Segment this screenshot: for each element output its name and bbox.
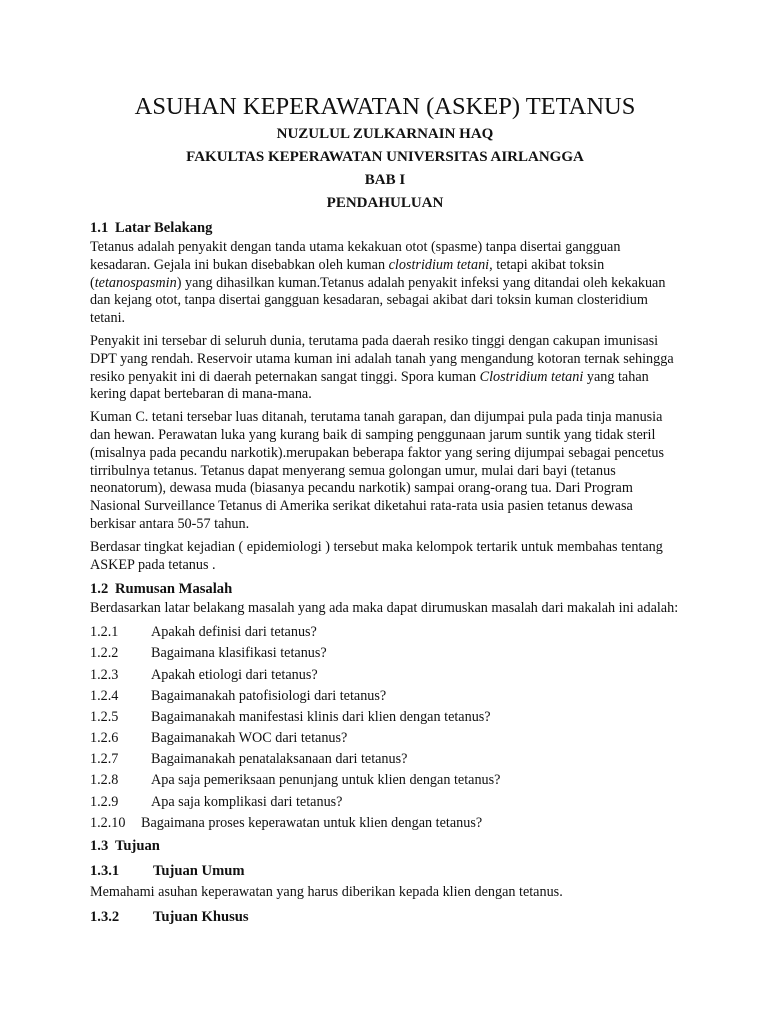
list-item: 1.2.5 Bagaimanakah manifestasi klinis dari klien dengan tetanus? [90, 708, 491, 725]
italic-term: tetanospasmin [94, 274, 177, 291]
paragraph-definition: Tetanus adalah penyakit dengan tanda utama kekakuan otot (spasme) tanpa disertai gangguan kesadaran. Gejala ini bukan disebabkan oleh kuman clostridium tetani, tetapi akibat toksin (tetanospasmin) yang dihasilkan kuman.Tetanus adalah penyakit infeksi yang ditandai oleh kekakuan dan kejang otot, tanpa disertai gangguan kesadaran, sebagai akibat dari toksin kuman closteridium tetani. [90, 239, 666, 327]
document-title: ASUHAN KEPERAWATAN (ASKEP) TETANUS [134, 93, 636, 120]
section-heading-latar-belakang [90, 218, 680, 238]
section-title: Latar Belakang [115, 220, 213, 236]
list-item: 1.2.1 Apakah definisi dari tetanus? [90, 624, 317, 641]
paragraph-problem-intro: Berdasarkan latar belakang masalah yang ada maka dapat dirumuskan masalah dari makalah ini adalah: [90, 600, 679, 617]
list-item: 1.2.2 Bagaimana klasifikasi tetanus? [90, 645, 327, 662]
paragraph-distribution: Penyakit ini tersebar di seluruh dunia, terutama pada daerah resiko tinggi dengan cakupan imunisasi DPT yang rendah. Reservoir utama kuman ini adalah tanah yang mengandung kotoran ternak sehingga resiko penyakit ini di daerah peternakan sangat tinggi. Spora kuman Clostridium tetani yang tahan kering dapat bertebaran di mana-mana. [90, 332, 674, 403]
subsection-number: 1.3.1 [90, 862, 120, 879]
faculty-name: FAKULTAS KEPERAWATAN UNIVERSITAS AIRLANGGA [186, 149, 584, 165]
list-item: 1.2.10 Bagaimana proses keperawatan untuk klien dengan tetanus? [90, 814, 483, 831]
chapter-number: BAB I [364, 172, 406, 188]
problem-list [90, 623, 680, 832]
subsection-title: Tujuan Khusus [153, 908, 249, 925]
paragraph-epidemiology: Kuman C. tetani tersebar luas ditanah, terutama tanah garapan, dan dijumpai pula pada tinja manusia dan hewan. Perawatan luka yang kurang baik di samping penggunaan jarum suntik yang tidak steril (misalnya pada pecandu narkotik).merupakan beberapa faktor yang sering dijumpai sebagai pencetus tirribulnya tetanus. Tetanus dapat menyerang semua golongan umur, mulai dari bayi (tetanus neonatorum), dewasa muda (biasanya pecandu narkotik) sampai orang-orang tua. Dari Program Nasional Surveillance Tetanus di Amerika serikat diketahui rata-rata usia pasien tetanus dewasa berkisar antara 50-57 tahun. [90, 409, 664, 532]
subsection-heading-tujuan-umum [90, 861, 680, 881]
italic-term: Clostridium tetani [479, 368, 584, 385]
section-title: Rumusan Masalah [115, 581, 233, 598]
section-number: 1.3 [90, 837, 109, 854]
list-item: 1.2.4 Bagaimanakah patofisiologi dari tetanus? [90, 687, 387, 704]
subsection-title: Tujuan Umum [153, 862, 245, 879]
paragraph-motivation: Berdasar tingkat kejadian ( epidemiologi ) tersebut maka kelompok tertarik untuk membahas tentang ASKEP pada tetanus . [90, 538, 663, 573]
list-item: 1.2.3 Apakah etiologi dari tetanus? [90, 666, 318, 683]
chapter-title: PENDAHULUAN [326, 195, 444, 211]
italic-term: clostridium tetani [388, 256, 490, 273]
list-item: 1.2.6 Bagaimanakah WOC dari tetanus? [90, 730, 348, 747]
list-item: 1.2.8 Apa saja pemeriksaan penunjang untuk klien dengan tetanus? [90, 772, 501, 789]
subsection-number: 1.3.2 [90, 908, 120, 925]
section-number: 1.2 [90, 581, 109, 598]
subsection-heading-tujuan-khusus [90, 907, 680, 927]
section-heading-tujuan [90, 836, 680, 856]
author-name: NUZULUL ZULKARNAIN HAQ [276, 126, 494, 142]
section-number: 1.1 [90, 220, 109, 236]
section-heading-rumusan-masalah [90, 579, 680, 599]
list-item: 1.2.9 Apa saja komplikasi dari tetanus? [90, 793, 343, 810]
section-title: Tujuan [115, 837, 160, 854]
paragraph-general-goal: Memahami asuhan keperawatan yang harus diberikan kepada klien dengan tetanus. [90, 883, 563, 900]
list-item: 1.2.7 Bagaimanakah penatalaksanaan dari tetanus? [90, 751, 408, 768]
